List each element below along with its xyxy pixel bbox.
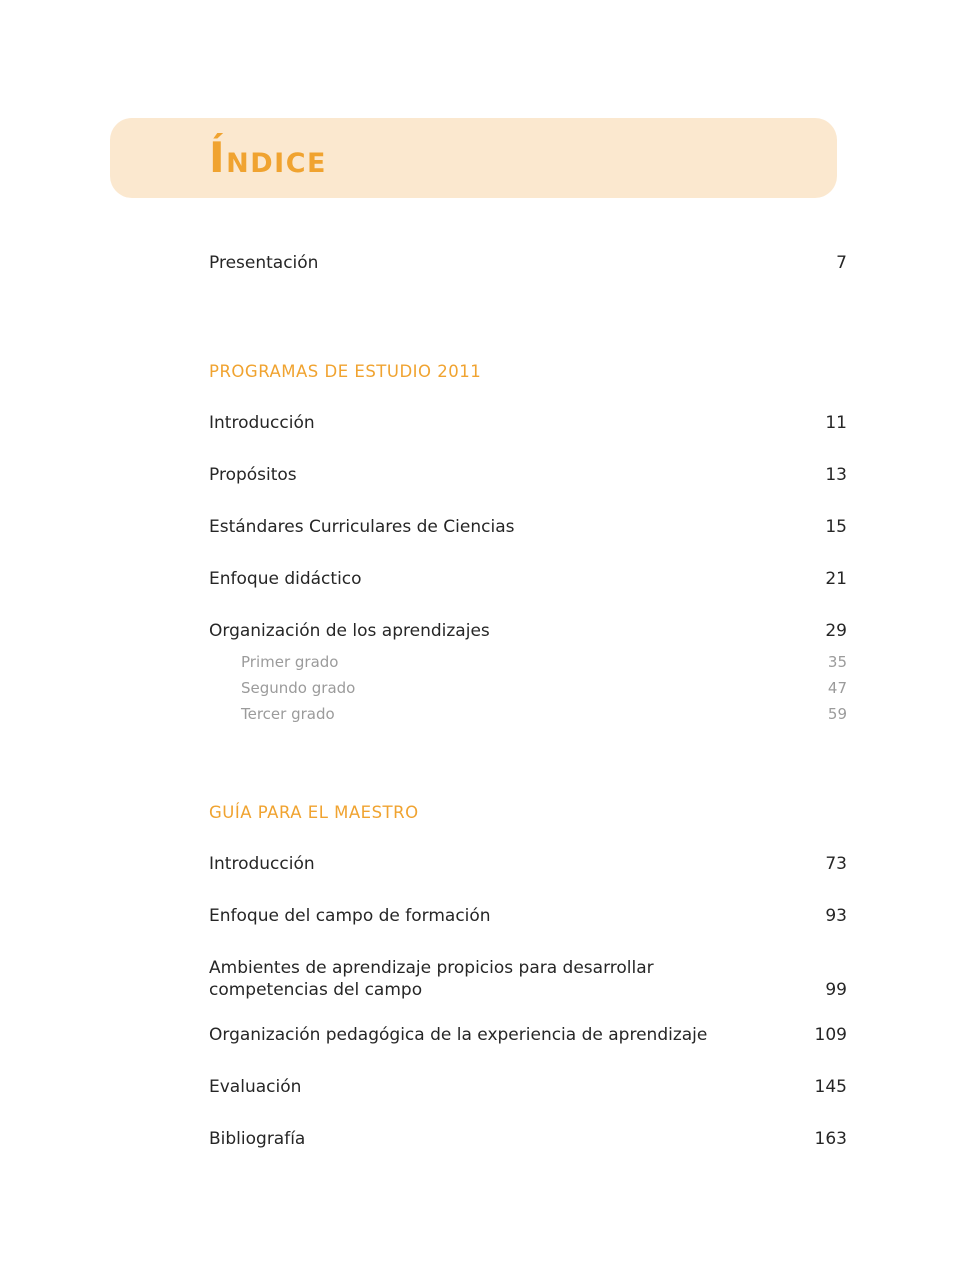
toc-entry-organizacion-pedagogica [209,1024,847,1046]
toc-entry-enfoque-didactico [209,568,847,590]
toc-entry-label: Organización pedagógica de la experiencia de aprendizaje [209,1024,708,1045]
toc-entry-page: 29 [825,621,847,642]
toc-entry-page: 13 [825,464,847,485]
table-of-contents [209,252,847,1150]
toc-entry-page: 109 [814,1024,847,1045]
toc-subentry-primer-grado [209,649,847,675]
toc-subentry-segundo-grado [209,675,847,701]
toc-entry-page: 163 [814,1128,847,1149]
toc-entry-introduccion-2 [209,853,847,875]
toc-entry-page: 145 [814,1076,847,1097]
toc-entry-page: 21 [825,569,847,590]
toc-entry-label: Propósitos [209,464,297,485]
toc-entry-page: 11 [825,412,847,433]
toc-entry-enfoque-campo [209,905,847,927]
toc-entry-label: Ambientes de aprendizaje propicios para desarrollar competencias del campo [209,958,654,1001]
toc-subentry-page: 35 [827,653,847,672]
toc-entry-label: Enfoque del campo de formación [209,906,491,927]
toc-entry-page: 15 [825,517,847,538]
toc-entry-organizacion-aprendizajes [209,620,847,642]
toc-subentry-tercer-grado [209,701,847,727]
toc-entry-label: Organización de los aprendizajes [209,621,490,642]
section-heading-guia: GUÍA PARA EL MAESTRO [209,803,419,823]
toc-entry-label: Presentación [209,253,319,273]
toc-subentry-label: Tercer grado [241,705,335,724]
toc-entry-introduccion-1 [209,412,847,434]
toc-entry-page: 99 [825,980,847,1001]
toc-entry-bibliografia [209,1128,847,1150]
page-title: ÍNDICE [209,133,327,182]
toc-entry-ambientes [209,957,847,1001]
toc-subentry-label: Segundo grado [241,679,356,698]
section-heading-programas: PROGRAMAS DE ESTUDIO 2011 [209,362,482,382]
toc-sublist-grados [209,649,847,727]
toc-entry-label: Introducción [209,854,315,875]
toc-entry-estandares [209,516,847,538]
toc-entry-page: 73 [825,854,847,875]
toc-subentry-page: 59 [827,705,847,724]
toc-entry-label: Enfoque didáctico [209,569,362,590]
toc-subentry-label: Primer grado [241,653,339,672]
toc-entry-page: 93 [825,906,847,927]
toc-entry-label: Bibliografía [209,1128,306,1149]
toc-entry-label: Introducción [209,412,315,433]
toc-entry-label: Evaluación [209,1076,302,1097]
toc-entry-propositos [209,464,847,486]
index-title-banner [110,118,837,198]
toc-subentry-page: 47 [827,679,847,698]
toc-entry-presentacion [209,252,847,274]
toc-entry-page: 7 [836,253,847,273]
toc-entry-label: Estándares Curriculares de Ciencias [209,517,515,538]
toc-entry-evaluacion [209,1076,847,1098]
